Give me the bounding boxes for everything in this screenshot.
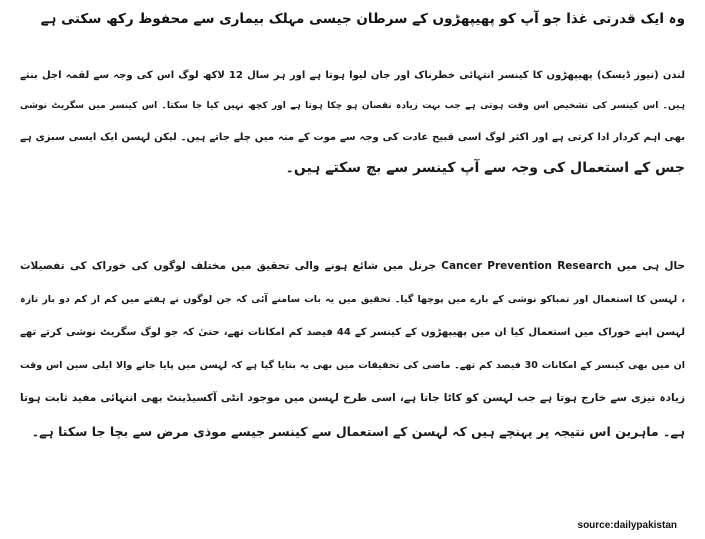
paragraph-line: ، لہسن کا استعمال اور تمباکو نوشی کے بارے میں پوچھا گیا۔ تحقیق میں یہ بات سامنے آئی کہ جن لوگوں نے ہفتے میں کم از کم دو بار تازہ	[20, 294, 685, 305]
paragraph-line: حال ہی میں Cancer Prevention Research جرنل میں شائع ہونے والی تحقیق میں مختلف لوگوں کی خوراک کی تفصیلات	[20, 260, 685, 272]
article-paragraph-2	[20, 250, 685, 448]
article-title: وہ ایک قدرتی غذا جو آپ کو پھیپھڑوں کے سرطان جیسی مہلک بیماری سے محفوظ رکھ سکتی ہے	[40, 11, 685, 27]
paragraph-line: زیادہ تیزی سے خارج ہوتا ہے جب لہسن کو کاٹا جاتا ہے، اسی طرح لہسن میں موجود انٹی آکسیڈینٹ بھی انتہائی مفید ثابت ہوتا	[20, 392, 685, 404]
paragraph-line: ان میں بھی کینسر کے امکانات 30 فیصد کم تھے۔ ماضی کی تحقیقات میں بھی یہ بتایا گیا ہے کہ لہسن میں پایا جانے والا ایلی سین اس وقت	[20, 360, 685, 371]
paragraph-line: لہسن اپنے خوراک میں استعمال کیا ان میں پھیپھڑوں کے کینسر کے 44 فیصد کم امکانات تھے، حتیٰ کہ جو لوگ سگریٹ نوشی کرتے تھے	[20, 327, 685, 338]
article-paragraph-1	[20, 60, 685, 184]
source-credit: source:dailypakistan	[577, 520, 677, 531]
paragraph-line: جس کے استعمال کی وجہ سے آپ کینسر سے بچ سکتے ہیں۔	[285, 160, 685, 176]
paragraph-line: بھی اہم کردار ادا کرتی ہے اور اکثر لوگ اسی قبیح عادت کی وجہ سے موت کے منہ میں چلے جاتے ہیں۔ لیکن لہسن ایک ایسی سبزی ہے	[20, 132, 685, 143]
paragraph-line: ہیں۔ اس کینسر کی تشخیص اس وقت ہوتی ہے جب بہت زیادہ نقصان ہو چکا ہوتا ہے اور کچھ نہیں کیا جا سکتا۔ اس کینسر میں سگریٹ نوشی	[20, 101, 685, 111]
paragraph-line: ہے۔ ماہرین اس نتیجہ پر پہنچے ہیں کہ لہسن کے استعمال سے کینسر جیسے موذی مرض سے بچا جا سکتا ہے۔	[31, 424, 685, 439]
paragraph-line: لندن (نیوز ڈیسک) پھیپھڑوں کا کینسر انتہائی خطرناک اور جان لیوا ہوتا ہے اور ہر سال 12 لاکھ لوگ اس کی وجہ سے لقمہ اجل بنتے	[20, 70, 685, 81]
